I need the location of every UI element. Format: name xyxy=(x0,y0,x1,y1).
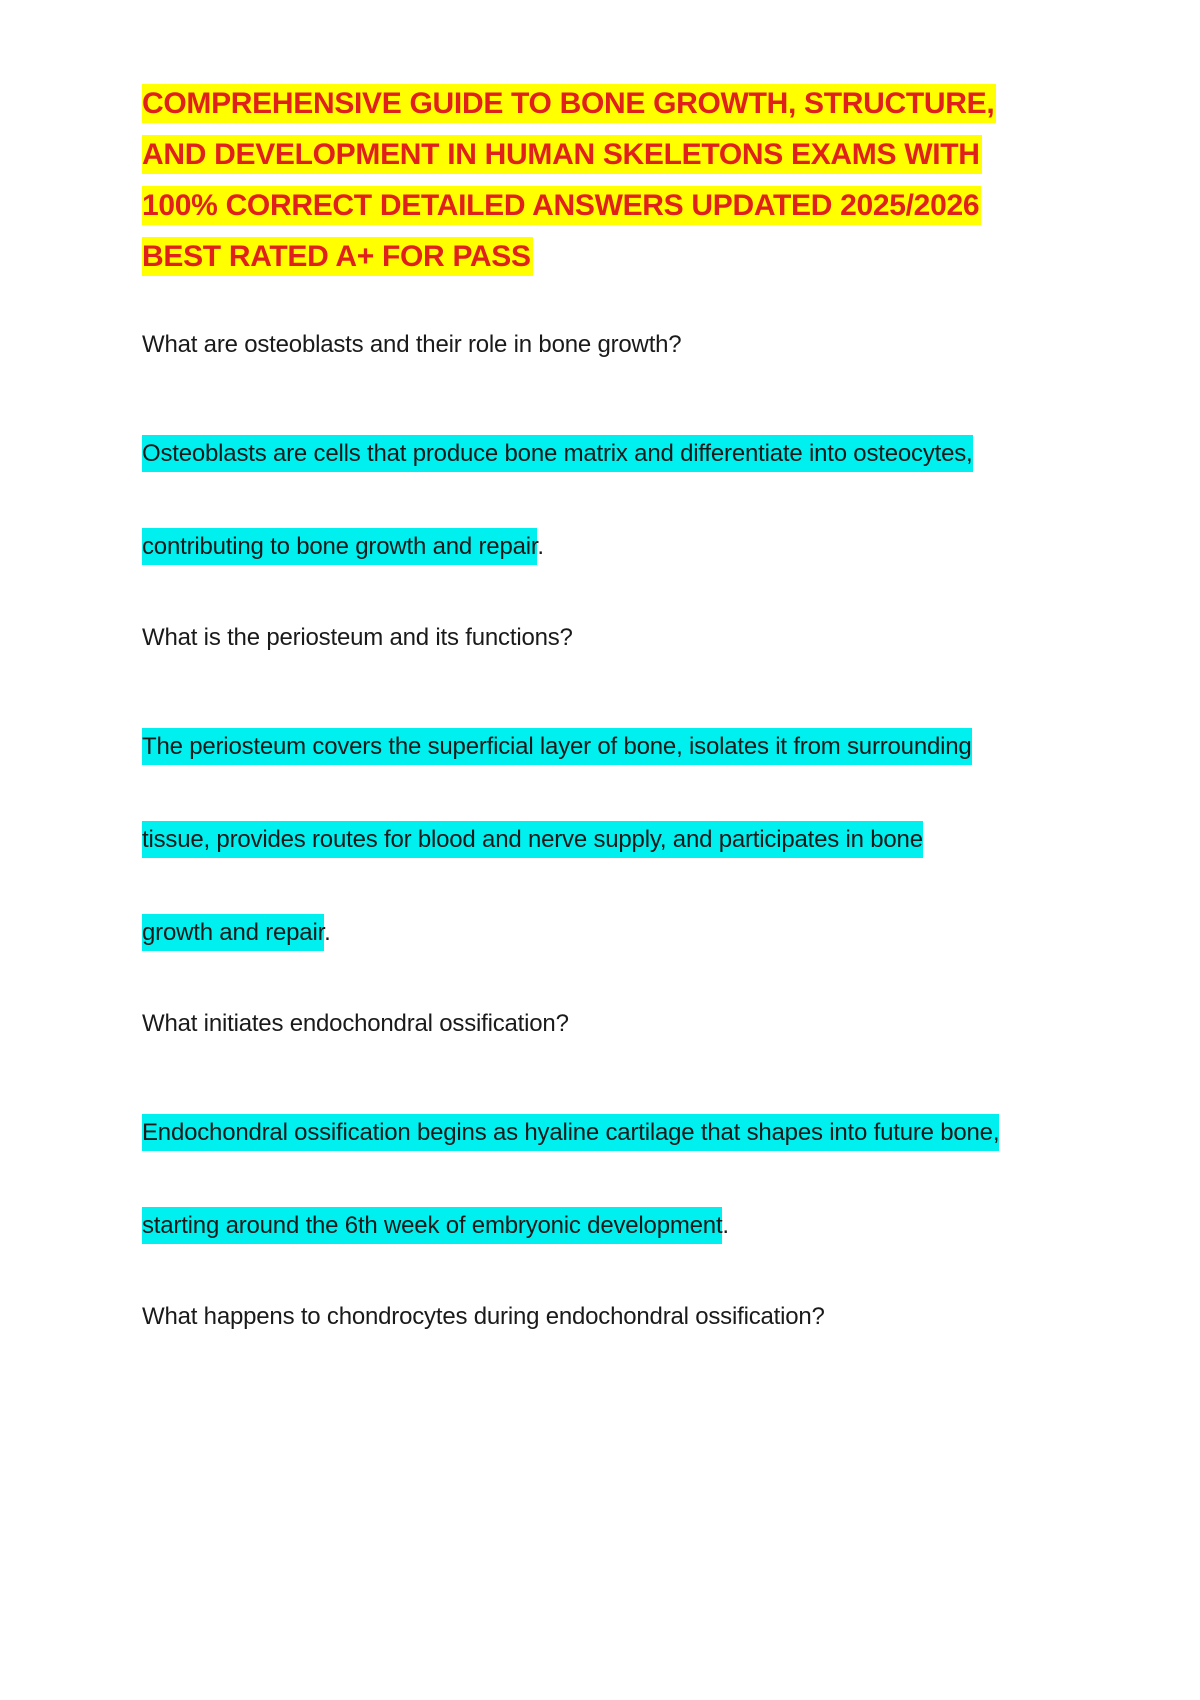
title-line: 100% CORRECT DETAILED ANSWERS UPDATED 2025/2026 xyxy=(142,186,981,225)
qa-item xyxy=(142,328,1082,593)
answer-highlight: growth and repair xyxy=(142,914,324,951)
document-page xyxy=(142,78,1082,1334)
answer xyxy=(142,407,1082,593)
answer-highlight: tissue, provides routes for blood and nerve supply, and participates in bone xyxy=(142,821,923,858)
question: What is the periosteum and its functions? xyxy=(142,624,573,651)
answer xyxy=(142,700,1082,979)
answer-highlight: contributing to bone growth and repair xyxy=(142,528,537,565)
question: What initiates endochondral ossification? xyxy=(142,1010,569,1037)
answer-end: . xyxy=(537,533,544,560)
qa-item xyxy=(142,621,1082,979)
answer xyxy=(142,1086,1082,1272)
title-line: COMPREHENSIVE GUIDE TO BONE GROWTH, STRUCTURE, xyxy=(142,84,996,123)
qa-item xyxy=(142,1300,1082,1334)
answer-end: . xyxy=(722,1212,729,1239)
answer-end: . xyxy=(324,919,331,946)
answer-highlight: starting around the 6th week of embryonic development xyxy=(142,1207,722,1244)
question: What happens to chondrocytes during endochondral ossification? xyxy=(142,1303,825,1330)
answer-highlight: Endochondral ossification begins as hyaline cartilage that shapes into future bone, xyxy=(142,1114,999,1151)
document-title xyxy=(142,78,1082,282)
answer-highlight: The periosteum covers the superficial layer of bone, isolates it from surrounding xyxy=(142,728,972,765)
answer-highlight: Osteoblasts are cells that produce bone matrix and differentiate into osteocytes, xyxy=(142,435,973,472)
title-line: AND DEVELOPMENT IN HUMAN SKELETONS EXAMS WITH xyxy=(142,135,982,174)
qa-item xyxy=(142,1007,1082,1272)
question: What are osteoblasts and their role in bone growth? xyxy=(142,331,682,358)
title-line: BEST RATED A+ FOR PASS xyxy=(142,237,533,276)
